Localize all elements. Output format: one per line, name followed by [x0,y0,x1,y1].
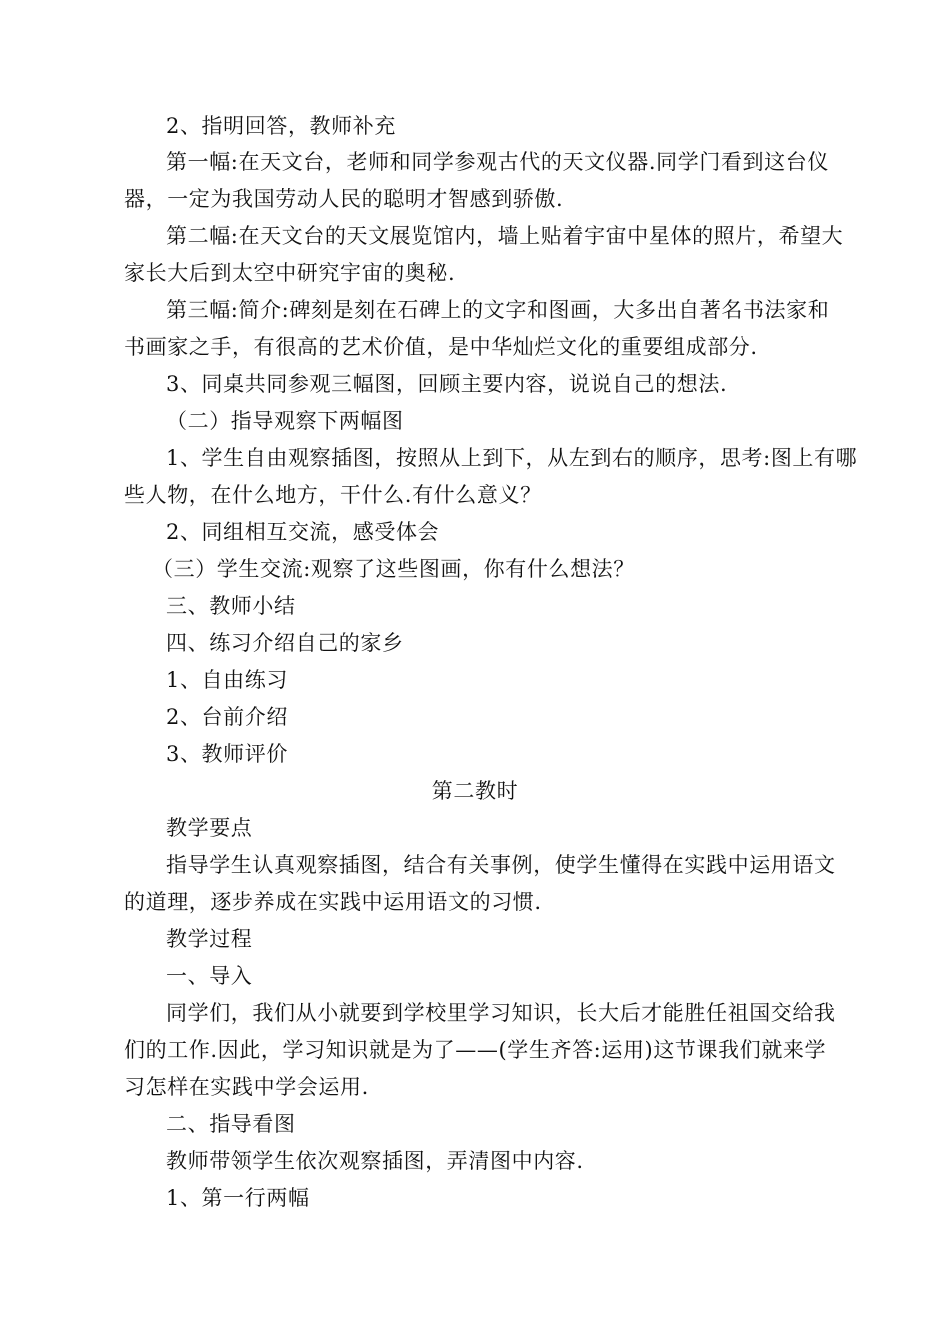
text-line: 家长大后到太空中研究宇宙的奥秘. [124,261,456,285]
text-line: 第一幅:在天文台，老师和同学参观古代的天文仪器.同学门看到这台仪 [166,150,829,174]
section-heading: 三、教师小结 [166,594,296,618]
section-heading: 教学过程 [166,927,253,951]
text-line: 器，一定为我国劳动人民的聪明才智感到骄傲. [124,187,564,211]
text-line: 教师带领学生依次观察插图，弄清图中内容. [166,1149,584,1173]
section-heading: 教学要点 [166,816,253,840]
section-heading: （三）学生交流:观察了这些图画，你有什么想法？ [152,557,635,581]
text-line: 1、第一行两幅 [166,1186,310,1210]
text-line: 2、指明回答，教师补充 [166,114,396,138]
text-line: 第二幅:在天文台的天文展览馆内，墙上贴着宇宙中星体的照片，希望大 [166,224,844,248]
text-line: 指导学生认真观察插图，结合有关事例，使学生懂得在实践中运用语文 [166,853,836,877]
text-line: 第三幅:简介:碑刻是刻在石碑上的文字和图画，大多出自著名书法家和 [166,298,830,322]
text-line: 些人物，在什么地方，干什么.有什么意义？ [124,483,542,507]
section-heading: 四、练习介绍自己的家乡 [166,631,404,655]
text-line: 2、同组相互交流，感受体会 [166,520,440,544]
text-line: 们的工作.因此，学习知识就是为了——(学生齐答:运用)这节课我们就来学 [124,1038,827,1062]
section-heading: （二）指导观察下两幅图 [166,409,404,433]
text-line: 的道理，逐步养成在实践中运用语文的习惯. [124,890,542,914]
text-line: 书画家之手，有很高的艺术价值，是中华灿烂文化的重要组成部分. [124,335,758,359]
text-line: 2、台前介绍 [166,705,288,729]
text-line: 习怎样在实践中学会运用. [124,1075,369,1099]
text-line: 同学们，我们从小就要到学校里学习知识，长大后才能胜任祖国交给我 [166,1001,836,1025]
section-heading: 一、导入 [166,964,253,988]
text-line: 1、学生自由观察插图，按照从上到下，从左到右的顺序，思考:图上有哪 [166,446,858,470]
text-line: 1、自由练习 [166,668,288,692]
text-line: 3、同桌共同参观三幅图，回顾主要内容，说说自己的想法. [166,372,728,396]
section-heading: 二、指导看图 [166,1112,296,1136]
lesson-title: 第二教时 [431,779,519,803]
text-line: 3、教师评价 [166,742,288,766]
